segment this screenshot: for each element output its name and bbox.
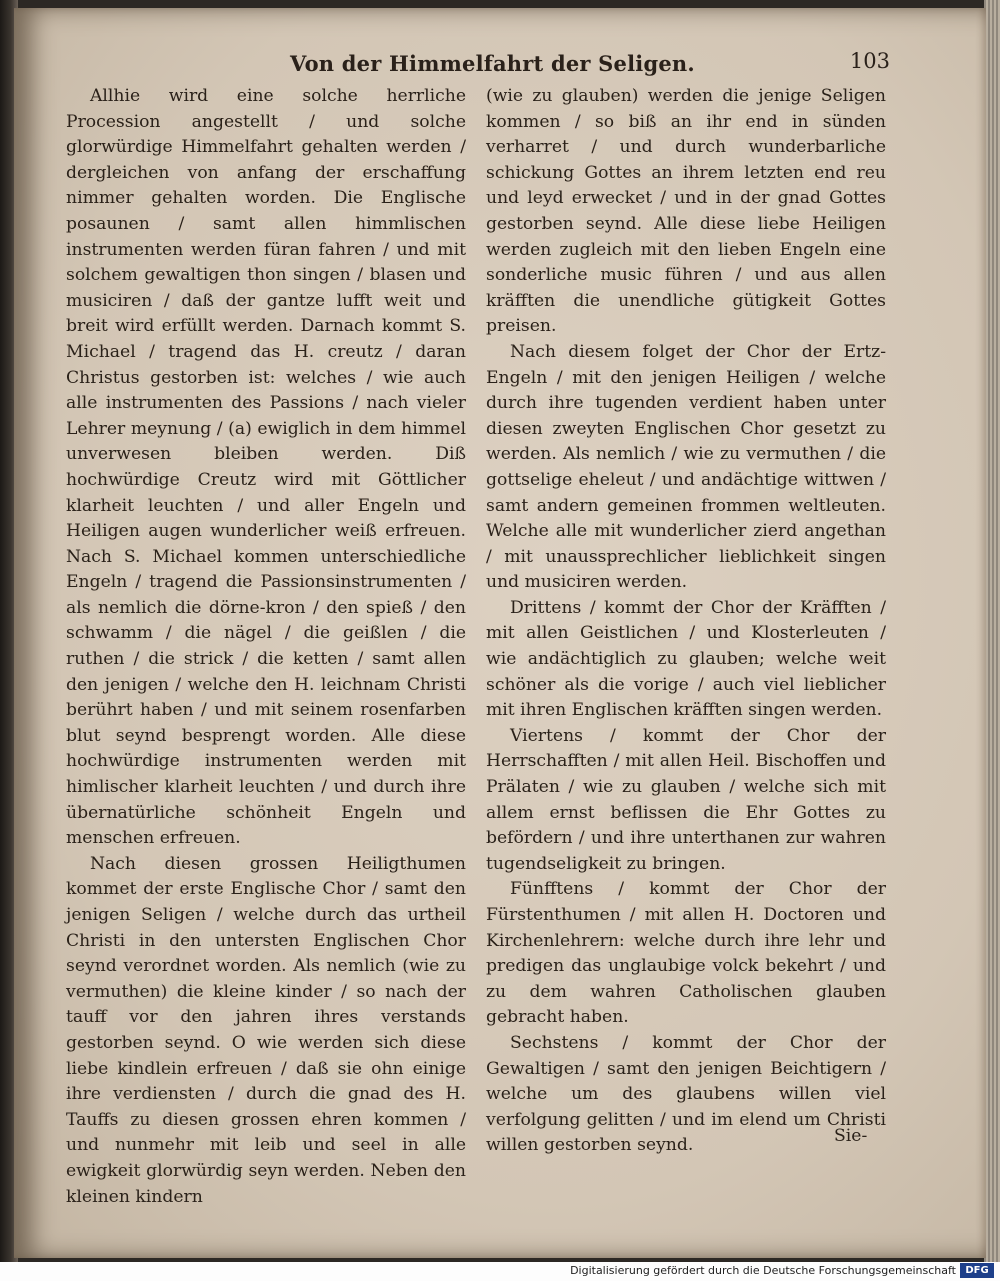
paragraph: Nach diesem folget der Chor der Ertz-Engeln / mit den jenigen Heiligen / welche durch ihre tugenden verdient haben unter diesen zweyten Englischen Chor gesetzt zu werden. Als nemlich / wie zu vermuthen / die gottselige eheleut / und andächtige wittwen / samt andern gemeinen frommen weltleuten. Welche alle mit wunderlicher zierd angethan / mit unaussprechlicher lieblichkeit singen und musiciren werden.: [486, 341, 886, 593]
paragraph: Sechstens / kommt der Chor der Gewaltigen / samt den jenigen Beichtigern / welche um des glaubens willen viel verfolgung gelitten / und im elend um Christi willen gestorben seynd.: [486, 1032, 886, 1156]
footer-bar: [0, 1262, 1000, 1281]
funding-credit: Digitalisierung gefördert durch die Deutsche Forschungsgemeinschaft: [570, 1264, 956, 1277]
dfg-logo: DFG: [960, 1263, 994, 1278]
running-title: Von der Himmelfahrt der Seligen.: [290, 51, 695, 76]
page-header: [290, 45, 890, 85]
paragraph: Fünfftens / kommt der Chor der Fürstenthumen / mit allen H. Doctoren und Kirchenlehrern: welche durch ihre lehr und predigen das unglaubige volck bekehrt / und zu dem wahren Catholischen glauben gebracht haben.: [486, 879, 886, 1028]
page-edges: [984, 0, 1000, 1262]
left-column: [66, 84, 466, 1210]
right-column: [486, 84, 886, 1159]
paragraph: Viertens / kommt der Chor der Herrschafften / mit allen Heil. Bischoffen und Prälaten / wie zu glauben / welche sich mit allem ernst beflissen die Ehr Gottes zu befördern / und ihre unterthanen zur wahren tugendseligkeit zu bringen.: [486, 725, 886, 874]
paragraph: (wie zu glauben) werden die jenige Seligen kommen / so biß an ihr end in sünden verharret / und durch wunderbarliche schickung Gottes an ihrem letzten end reu und leyd erwecket / und in der gnad Gottes gestorben seynd. Alle diese liebe Heiligen werden zugleich mit den lieben Engeln eine sonderliche music führen / und aus allen kräfften die unendliche gütigkeit Gottes preisen.: [486, 86, 886, 337]
paragraph: Allhie wird eine solche herrliche Procession angestellt / und solche glorwürdige Himmelfahrt gehalten werden / dergleichen von anfang der erschaffung nimmer gehalten worden. Die Englische posaunen / samt allen himmlischen instrumenten werden füran fahren / und mit solchem gewaltigen thon singen / blasen und musiciren / daß der gantze lufft weit und breit wird erfüllt werden. Darnach kommt S. Michael / tragend das H. creutz / daran Christus gestorben ist: welches / wie auch alle instrumenten des Passions / nach vieler Lehrer meynung / (a) ewiglich in dem himmel unverwesen bleiben werden. Diß hochwürdige Creutz wird mit Göttlicher klarheit leuchten / und aller Engeln und Heiligen augen wunderlicher weiß erfreuen. Nach S. Michael kommen unterschiedliche Engeln / tragend die Passionsinstrumenten / als nemlich die dörne-kron / den spieß / den schwamm / die nägel / die geißlen / die ruthen / die strick / die ketten / samt allen den jenigen / welche den H. leichnam Christi berührt haben / und mit seinem rosenfarben blut seynd besprengt worden. Alle diese hochwürdige instrumenten werden mit himlischer klarheit leuchten / und durch ihre übernatürliche schönheit Engeln und menschen erfreuen.: [66, 86, 466, 849]
paragraph: Nach diesen grossen Heiligthumen kommet der erste Englische Chor / samt den jenigen Seligen / welche durch das urtheil Christi in den untersten Englischen Chor seynd verordnet worden. Als nemlich (wie zu vermuthen) die kleine kinder / so nach der tauff vor den jahren ihres verstands gestorben seynd. O wie werden sich diese liebe kindlein erfreuen / daß sie ohn einige ihre verdiensten / durch die gnad des H. Tauffs zu diesen grossen ehren kommen / und nunmehr mit leib und seel in alle ewigkeit glorwürdig seyn werden. Neben den kleinen kindern: [66, 853, 466, 1207]
paragraph: Drittens / kommt der Chor der Kräfften / mit allen Geistlichen / und Klosterleuten / wie andächtiglich zu glauben; welche weit schöner als die vorige / auch viel lieblicher mit ihren Englischen kräfften singen werden.: [486, 597, 886, 721]
page-number: 103: [849, 49, 890, 73]
catchword: Sie-: [834, 1126, 868, 1146]
